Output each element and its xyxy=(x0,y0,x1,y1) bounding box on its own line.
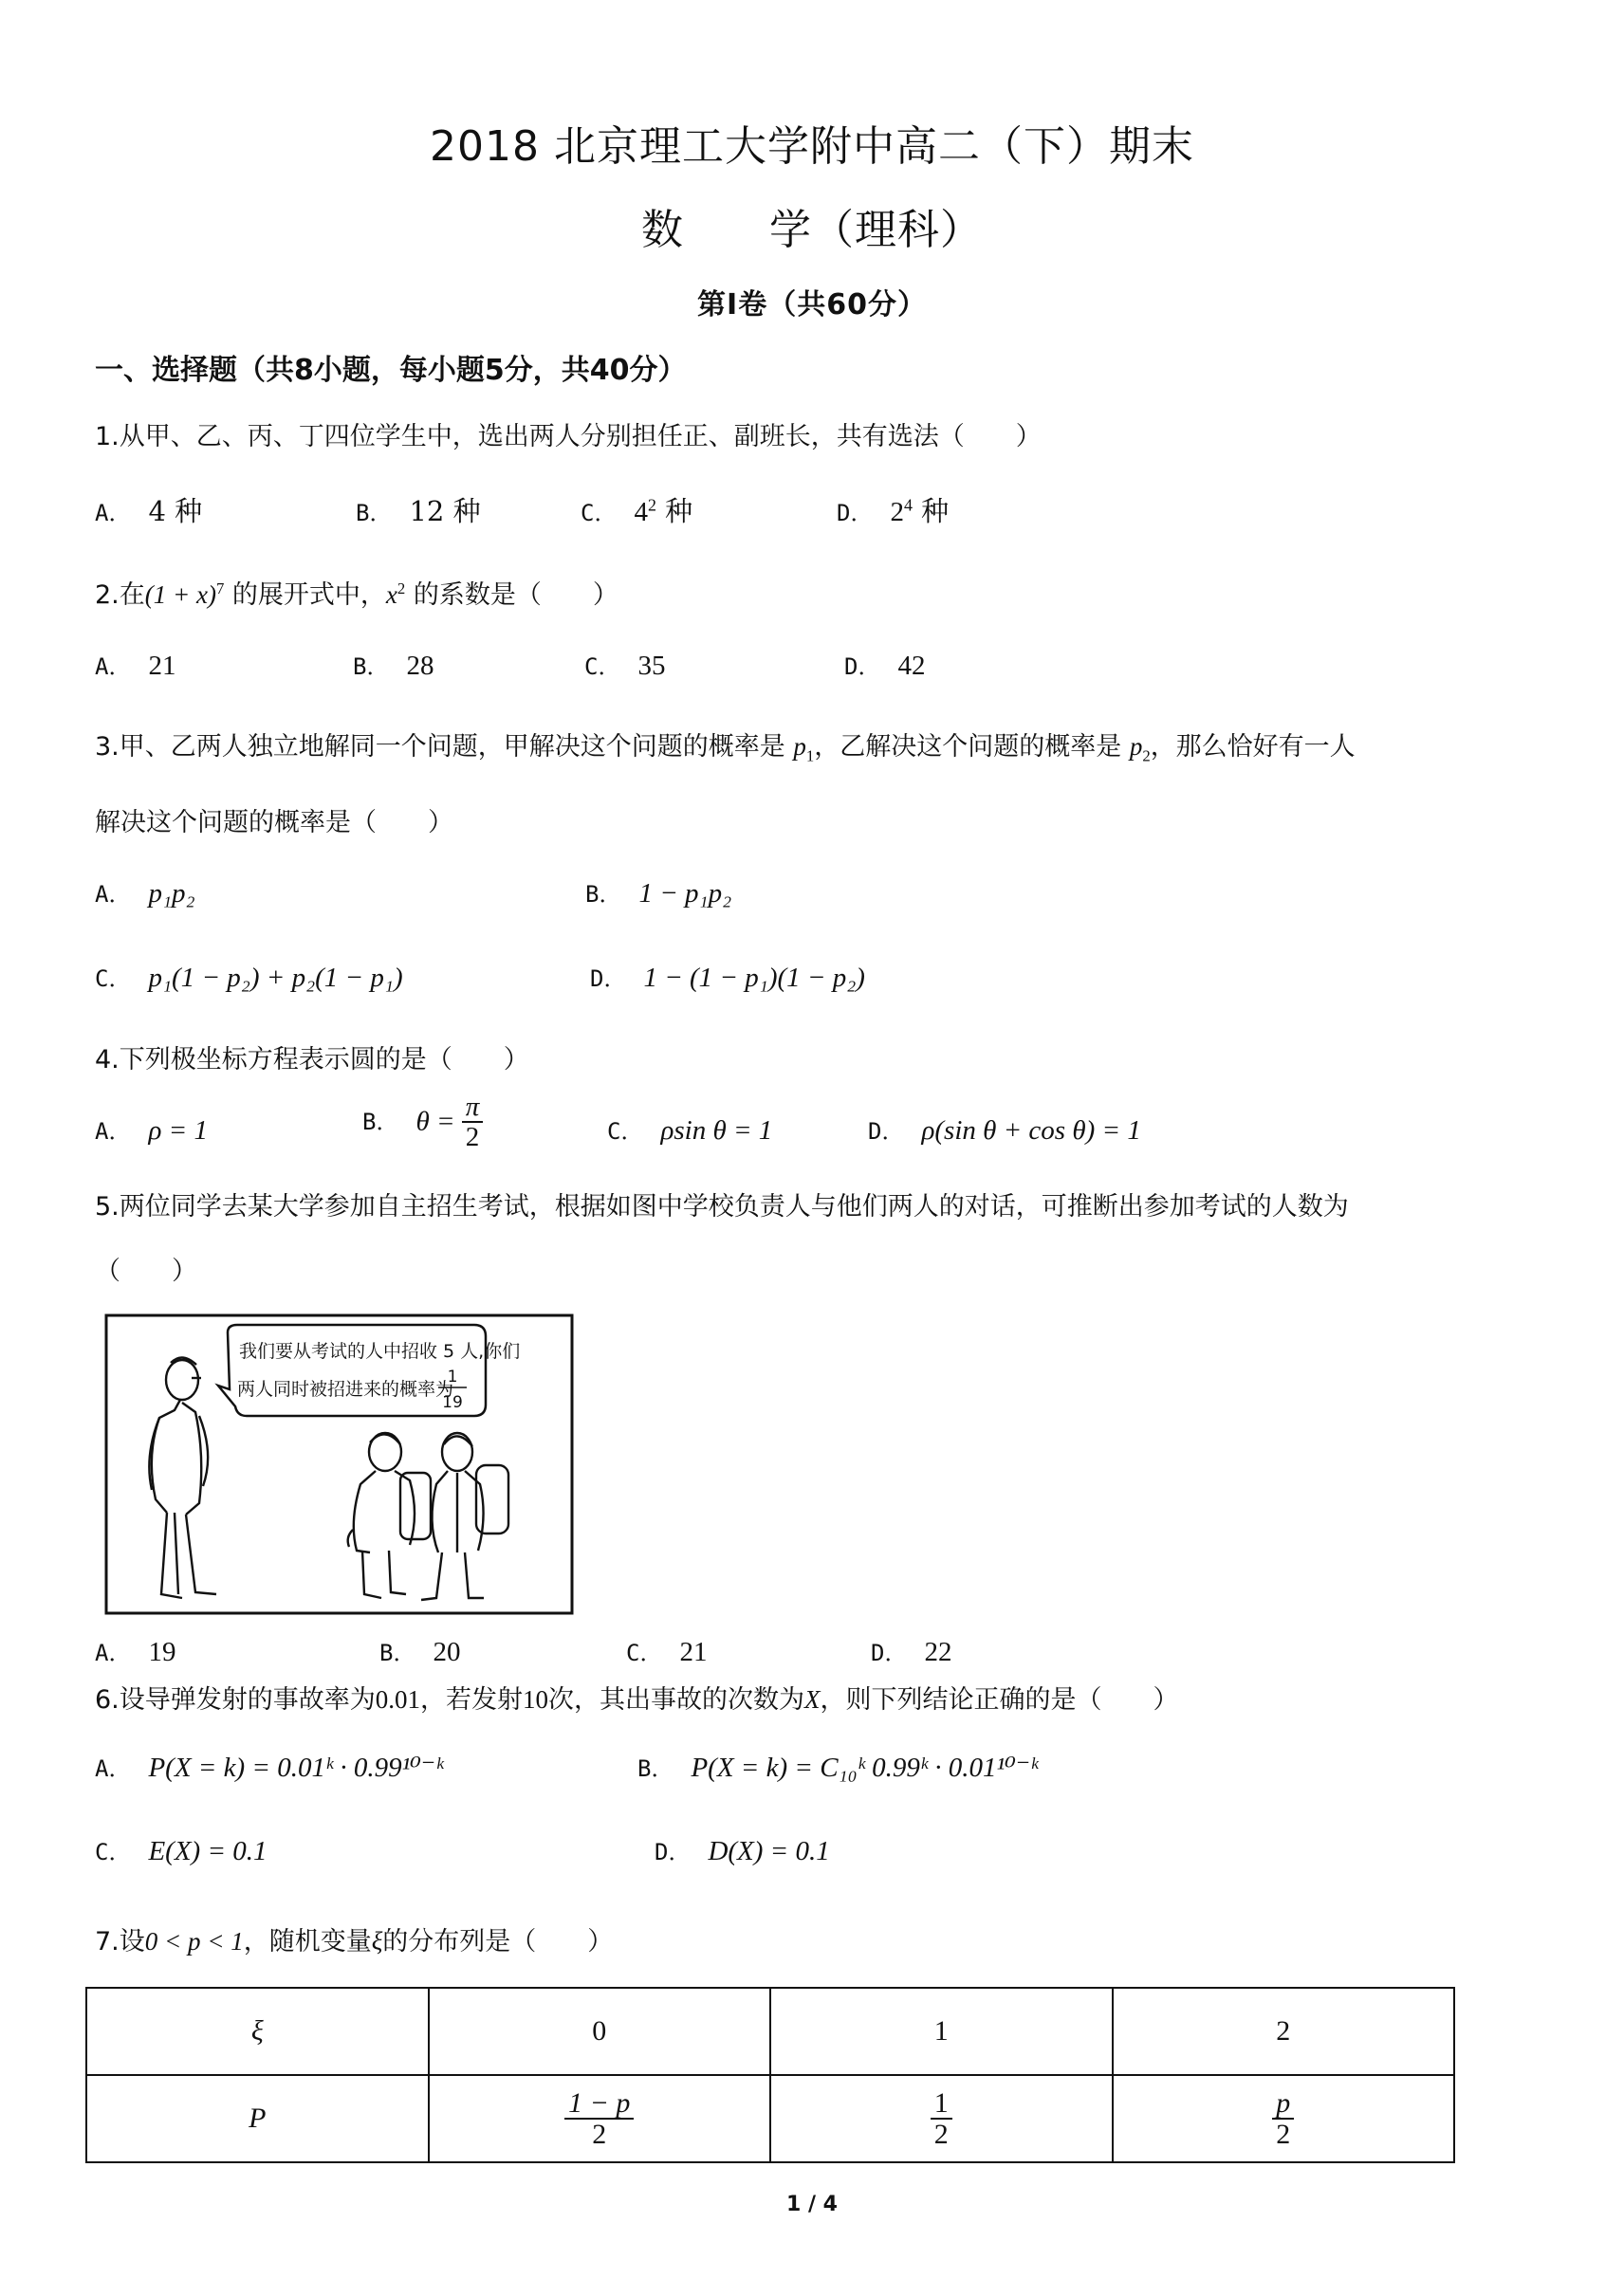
bubble-text-line2: 两人同时被招进来的概率为 xyxy=(237,1379,454,1400)
cartoon-drawing xyxy=(104,1313,574,1615)
bubble-text-line1: 我们要从考试的人中招收 5 人,你们 xyxy=(239,1341,521,1362)
table-cell: $\frac{1 - p}{2}$ xyxy=(429,2075,771,2162)
q2-option-c: C． 35 xyxy=(584,651,666,681)
q1-option-d: D． $2^4$ 种 xyxy=(837,495,950,527)
teacher-figure xyxy=(149,1357,216,1598)
question-6-stem: 6.设导弹发射的事故率为0.01，若发射10次，其出事故的次数为X，则下列结论正确的是（ ） xyxy=(95,1685,1179,1715)
volume-heading: 第Ⅰ卷（共60分） xyxy=(697,288,927,321)
q6-option-c: C． E(X) = 0.1 xyxy=(95,1836,268,1866)
question-3-stem-line2: 解决这个问题的概率是（ ） xyxy=(95,808,453,837)
question-5-stem-line1: 5.两位同学去某大学参加自主招生考试，根据如图中学校负责人与他们两人的对话，可推断出参加考试的人数为 xyxy=(95,1192,1349,1221)
bubble-fraction-den: 19 xyxy=(442,1393,463,1412)
q2-option-b: B． 28 xyxy=(353,651,434,681)
section-heading: 一、选择题（共8小题，每小题5分，共40分） xyxy=(95,354,687,387)
table-cell: 0 xyxy=(429,1988,771,2075)
q6-option-d: D． D(X) = 0.1 xyxy=(655,1836,830,1866)
table-row xyxy=(86,2075,1454,2162)
cartoon-illustration xyxy=(104,1313,574,1615)
q4-option-c: C． ρsin θ = 1 xyxy=(607,1115,773,1146)
q2-option-d: D． 42 xyxy=(844,651,926,681)
q4-option-b: B． θ = $\frac{\pi}{2}$ xyxy=(362,1093,483,1152)
page-number: 1 / 4 xyxy=(786,2193,838,2216)
table-cell: 1 xyxy=(770,1988,1113,2075)
q1-option-c: C． $4^2$ 种 xyxy=(581,495,693,527)
question-2-stem: 2.在$(1 + x)^7$ 的展开式中，$x^2$ 的系数是（ ） xyxy=(95,579,618,610)
table-cell: $\frac{p}{2}$ xyxy=(1113,2075,1455,2162)
q6-option-a: A． P(X = k) = 0.01ᵏ · 0.99¹⁰⁻ᵏ xyxy=(95,1753,444,1783)
table-cell: ξ xyxy=(86,1988,429,2075)
exam-subject: 数 学（理科） xyxy=(641,206,983,254)
table-cell: $\frac{1}{2}$ xyxy=(770,2075,1113,2162)
q2-option-a: A． 21 xyxy=(95,651,176,681)
q3-option-d: D． 1 − (1 − p₁)(1 − p₂) xyxy=(590,963,865,993)
q6-option-b: B． P(X = k) = C₁₀ᵏ 0.99ᵏ · 0.01¹⁰⁻ᵏ xyxy=(637,1753,1039,1783)
q3-option-b: B． 1 − p₁p₂ xyxy=(585,878,732,909)
question-1-stem: 1.从甲、乙、丙、丁四位学生中，选出两人分别担任正、副班长，共有选法（ ） xyxy=(95,422,1042,451)
student-figure-1 xyxy=(348,1433,431,1598)
question-3-stem-line1: 3.甲、乙两人独立地解同一个问题，甲解决这个问题的概率是 $p_1$，乙解决这个问题的概率是 $p_2$，那么恰好有一人 xyxy=(95,732,1356,765)
bubble-fraction-num: 1 xyxy=(447,1368,458,1387)
distribution-table xyxy=(85,1987,1455,2163)
table-cell: 2 xyxy=(1113,1988,1455,2075)
q3-option-c: C． p₁(1 − p₂) + p₂(1 − p₁) xyxy=(95,963,403,993)
q3-option-a: A． p₁p₂ xyxy=(95,878,195,909)
table-row xyxy=(86,1988,1454,2075)
q5-option-c: C． 21 xyxy=(626,1637,708,1667)
table-cell: P xyxy=(86,2075,429,2162)
question-4-stem: 4.下列极坐标方程表示圆的是（ ） xyxy=(95,1045,529,1075)
student-figure-2 xyxy=(421,1433,508,1600)
q4-option-a: A． ρ = 1 xyxy=(95,1115,208,1146)
exam-title: 2018 北京理工大学附中高二（下）期末 xyxy=(430,122,1194,171)
question-7-stem: 7.设0 < p < 1，随机变量ξ的分布列是（ ） xyxy=(95,1927,614,1956)
q4-option-d: D． ρ(sin θ + cos θ) = 1 xyxy=(868,1115,1141,1146)
question-5-stem-line2: （ ） xyxy=(95,1257,197,1286)
q5-option-b: B． 20 xyxy=(379,1637,461,1667)
q5-option-a: A． 19 xyxy=(95,1637,176,1667)
q1-option-b: B． 12 种 xyxy=(356,495,481,527)
q1-option-a: A． 4 种 xyxy=(95,495,203,527)
q5-option-d: D． 22 xyxy=(871,1637,952,1667)
